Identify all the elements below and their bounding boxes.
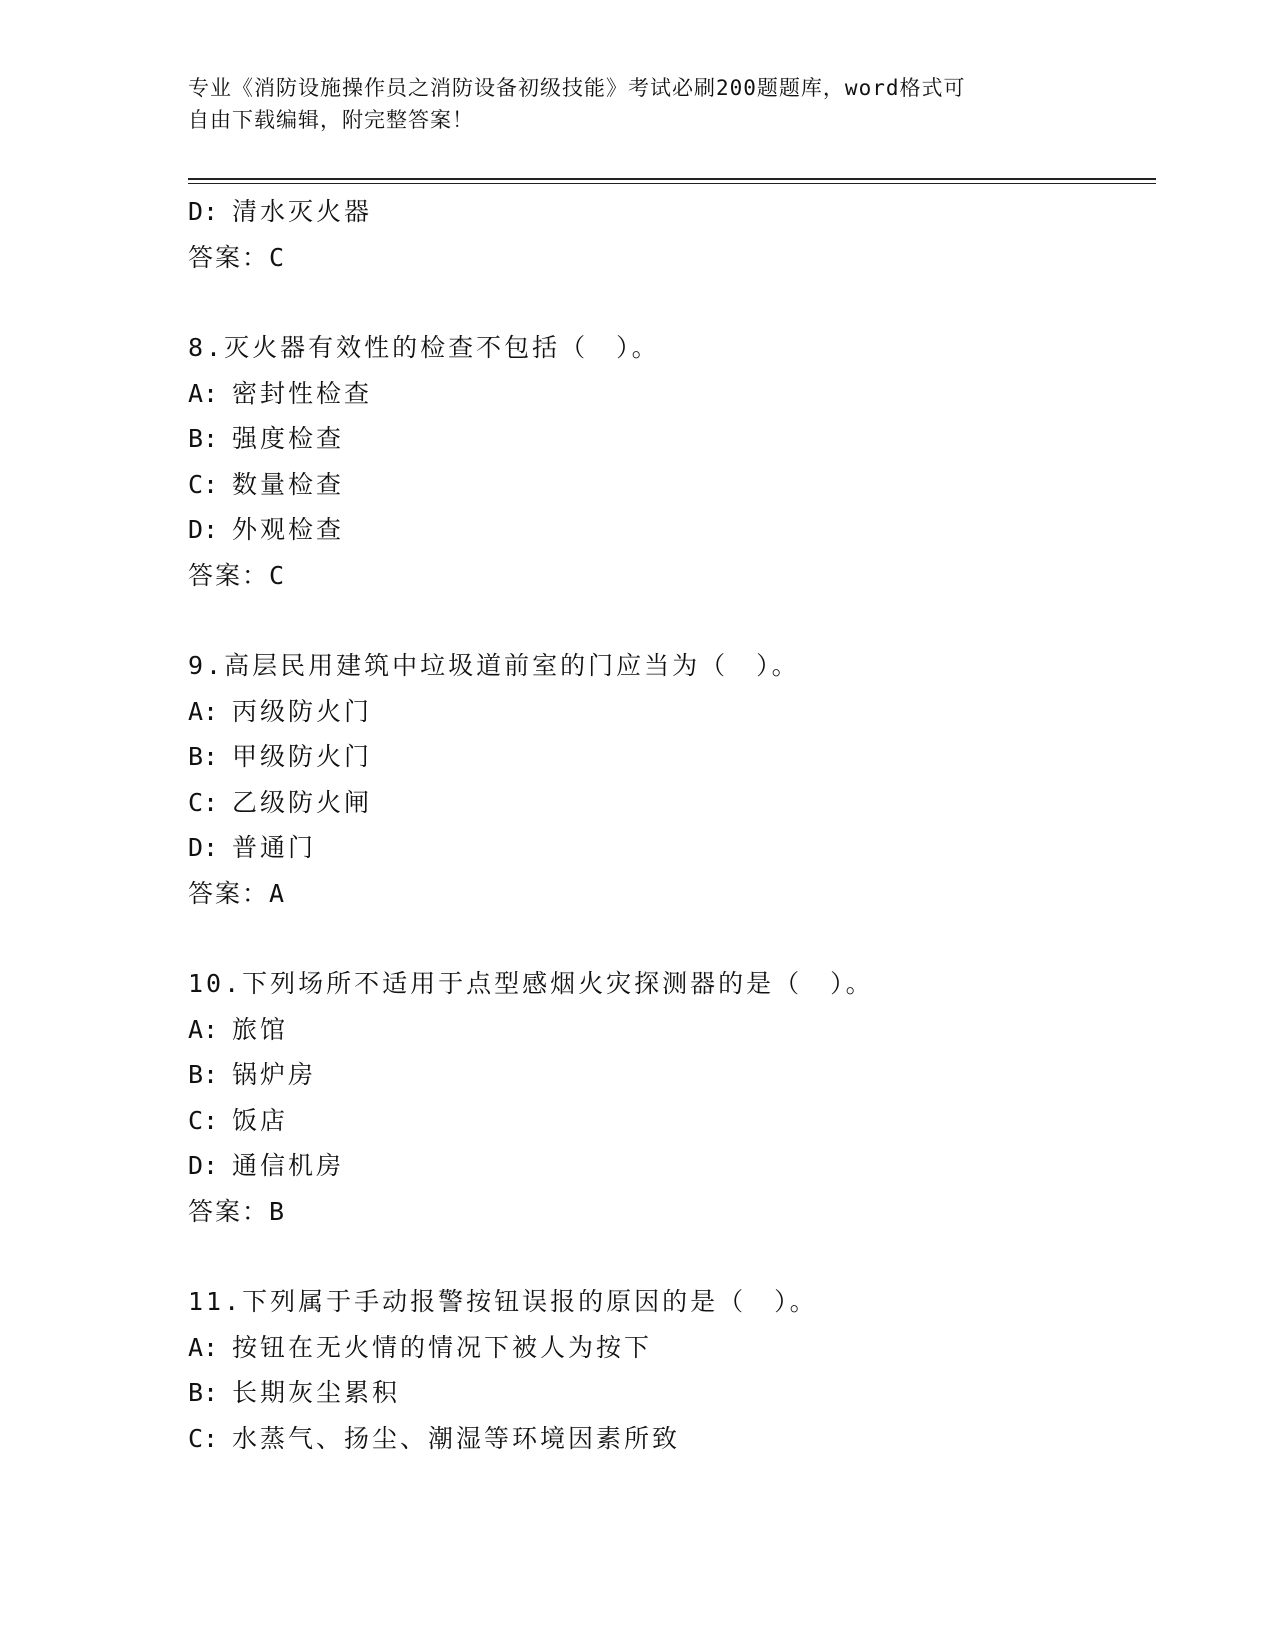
option-text: 丙级防火门 <box>232 696 373 726</box>
answer-label: 答案： <box>188 878 270 908</box>
option-letter: A: <box>188 378 219 408</box>
option-text: 甲级防火门 <box>232 742 373 771</box>
option-b <box>188 416 1156 462</box>
answer-line <box>188 235 1156 281</box>
option-text: 通信机房 <box>232 1151 345 1180</box>
answer-label: 答案： <box>188 242 270 272</box>
header-line-2: 自由下载编辑，附完整答案！ <box>188 108 474 132</box>
question-block-10 <box>188 961 1156 1234</box>
question-block-11 <box>188 1279 1156 1461</box>
option-letter: D: <box>188 515 219 544</box>
header-divider-thick <box>188 178 1156 180</box>
answer-value: A <box>269 878 285 908</box>
question-block-7 <box>188 189 1156 280</box>
option-letter: B: <box>188 1060 219 1089</box>
answer-line <box>188 871 1156 917</box>
option-a <box>188 1325 1156 1371</box>
option-b <box>188 734 1156 780</box>
answer-value: C <box>269 560 285 590</box>
header-line-1: 专业《消防设施操作员之消防设备初级技能》考试必刷200题题库，word格式可 <box>188 76 966 100</box>
option-text: 乙级防火闸 <box>232 787 373 817</box>
option-text: 密封性检查 <box>232 378 373 408</box>
option-a <box>188 371 1156 417</box>
option-a <box>188 689 1156 735</box>
spacer <box>188 916 1156 961</box>
option-d <box>188 189 1156 235</box>
option-d <box>188 825 1156 871</box>
option-c <box>188 1416 1156 1462</box>
option-b <box>188 1370 1156 1416</box>
option-letter: B: <box>188 1378 219 1407</box>
option-text: 外观检查 <box>232 515 345 544</box>
option-text: 按钮在无火情的情况下被人为按下 <box>232 1332 653 1362</box>
option-c <box>188 1098 1156 1144</box>
option-a <box>188 1007 1156 1053</box>
option-letter: A: <box>188 696 219 726</box>
option-letter: C: <box>188 787 219 817</box>
option-text: 旅馆 <box>232 1014 289 1044</box>
spacer <box>188 598 1156 643</box>
answer-value: C <box>269 242 285 272</box>
option-text: 锅炉房 <box>232 1060 317 1089</box>
question-text: 10.下列场所不适用于点型感烟火灾探测器的是（ ）。 <box>188 969 874 998</box>
option-text: 强度检查 <box>232 424 345 453</box>
question-block-8 <box>188 325 1156 598</box>
question-text: 9.高层民用建筑中垃圾道前室的门应当为（ ）。 <box>188 651 800 680</box>
question-text: 8.灭火器有效性的检查不包括（ ）。 <box>188 333 660 362</box>
question-list <box>188 189 1156 1461</box>
option-text: 普通门 <box>232 833 317 862</box>
option-c <box>188 780 1156 826</box>
answer-label: 答案： <box>188 560 270 590</box>
option-b <box>188 1052 1156 1098</box>
option-d <box>188 507 1156 553</box>
header-divider-thin <box>188 183 1156 184</box>
answer-line <box>188 1189 1156 1235</box>
option-text: 长期灰尘累积 <box>232 1378 401 1407</box>
option-letter: A: <box>188 1332 219 1362</box>
option-letter: D: <box>188 833 219 862</box>
option-text: 水蒸气、扬尘、潮湿等环境因素所致 <box>232 1423 681 1453</box>
option-letter: C: <box>188 1423 219 1453</box>
option-text: 清水灭火器 <box>232 197 373 226</box>
option-c <box>188 462 1156 508</box>
spacer <box>188 1234 1156 1279</box>
question-block-9 <box>188 643 1156 916</box>
spacer <box>188 280 1156 325</box>
option-letter: C: <box>188 469 219 499</box>
option-letter: D: <box>188 1151 219 1180</box>
option-d <box>188 1143 1156 1189</box>
answer-label: 答案： <box>188 1196 270 1226</box>
option-text: 数量检查 <box>232 469 345 499</box>
option-letter: B: <box>188 424 219 453</box>
option-letter: A: <box>188 1014 219 1044</box>
answer-value: B <box>269 1196 285 1226</box>
option-text: 饭店 <box>232 1105 289 1135</box>
option-letter: C: <box>188 1105 219 1135</box>
answer-line <box>188 553 1156 599</box>
question-text: 11.下列属于手动报警按钮误报的原因的是（ ）。 <box>188 1287 818 1316</box>
option-letter: B: <box>188 742 219 771</box>
option-letter: D: <box>188 197 219 226</box>
document-header <box>188 72 1088 136</box>
